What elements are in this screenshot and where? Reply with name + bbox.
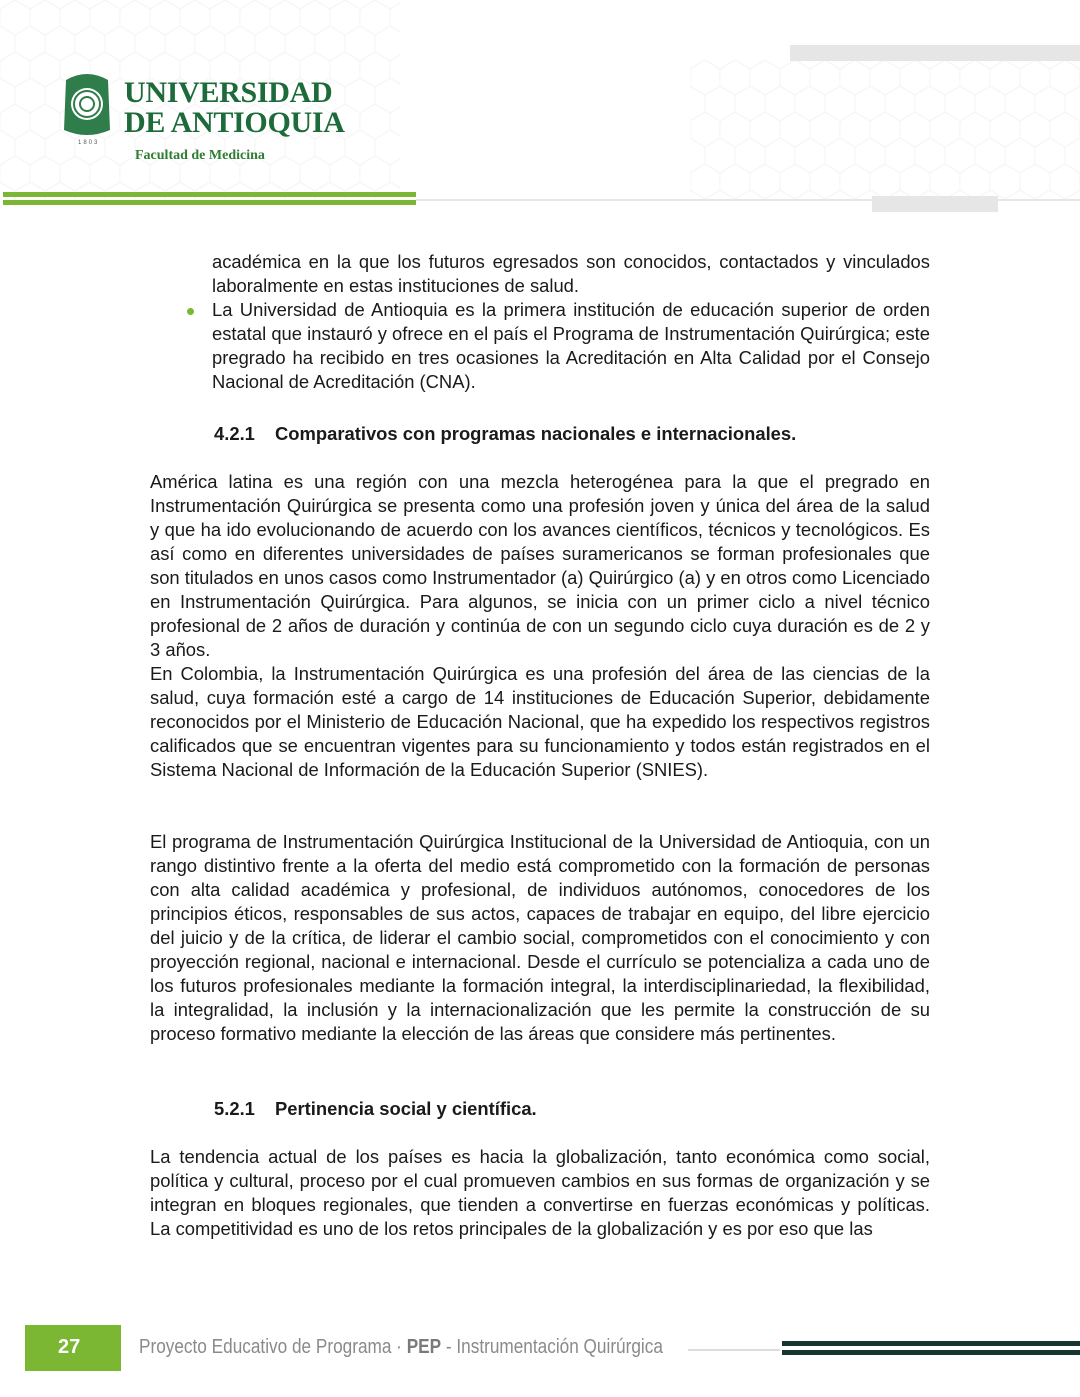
bullet-item [212, 298, 930, 394]
header-gray-line [416, 199, 1080, 201]
seal-year: 1803 [78, 140, 100, 146]
header-gray-bar-top [790, 45, 1080, 61]
bullet-text: La Universidad de Antioquia es la primera institución de educación superior de orden estatal que instauró y ofrece en el país el Programa de Instrumentación Quirúrgica; este pregrado ha recibido en tres ocasiones la Acreditación en Alta Calidad por el Consejo Nacional de Acreditación (CNA). [212, 299, 930, 392]
continuation-text [212, 250, 930, 298]
footer-text [139, 1336, 663, 1359]
section-title: Pertinencia social y científica. [275, 1098, 537, 1119]
footer-dark-bar-1 [782, 1341, 1080, 1346]
paragraph-group-1 [150, 470, 930, 782]
paragraph: América latina es una región con una mezcla heterogénea para la que el pregrado en Instrumentación Quirúrgica se presenta como una profesión joven y única del área de la salud y que ha ido evolucionando de acuerdo con los avances científicos, técnicos y tecnológicos. Es así como en diferentes universidades de países suramericanos se forman profesionales que son titulados en unos casos como Instrumentador (a) Quirúrgico (a) y en otros como Licenciado en Instrumentación Quirúrgica. Para algunos, se inicia con un primer ciclo a nivel técnico profesional de 2 años de duración y continúa de con un segundo ciclo cuya duración es de 2 y 3 años. [150, 471, 930, 660]
paragraph-group-3 [150, 1145, 930, 1241]
hexagon-pattern-right [690, 60, 1080, 200]
page-number: 27 [25, 1325, 121, 1371]
bullet-icon [187, 308, 194, 315]
section-number: 4.2.1 [214, 423, 255, 444]
logo-text-line1: UNIVERSIDAD [124, 76, 333, 109]
paragraph-group-2 [150, 830, 930, 1046]
paragraph: En Colombia, la Instrumentación Quirúrgica es una profesión del área de las ciencias de la salud, cuya formación esté a cargo de 14 instituciones de Educación Superior, debidamente reconocidos por el Ministerio de Educación Nacional, que ha expedido los respectivos registros calificados que se encuentran vigentes para su funcionamiento y todos están registrados en el Sistema Nacional de Información de la Educación Superior (SNIES). [150, 663, 930, 780]
footer-prefix: Proyecto Educativo de Programa · [139, 1336, 407, 1358]
section-number: 5.2.1 [214, 1098, 255, 1119]
faculty-name: Facultad de Medicina [135, 148, 265, 163]
section-title: Comparativos con programas nacionales e internacionales. [275, 423, 797, 444]
footer-dark-bar-2 [782, 1350, 1080, 1355]
university-seal-icon [58, 70, 116, 142]
header-green-bar-1 [3, 192, 416, 197]
section-heading-5-2-1 [214, 1097, 537, 1121]
section-heading-4-2-1 [214, 422, 796, 446]
footer-suffix: - Instrumentación Quirúrgica [441, 1336, 663, 1358]
footer-gray-line [688, 1349, 780, 1351]
header-green-bar-2 [3, 200, 416, 205]
continuation-text-content: académica en la que los futuros egresados son conocidos, contactados y vinculados laboralmente en estas instituciones de salud. [212, 251, 930, 296]
paragraph: La tendencia actual de los países es hacia la globalización, tanto económica como social, política y cultural, proceso por el cual promueven cambios en sus formas de organización y se integran en bloques regionales, que tienden a convertirse en fuerzas económicas y políticas. La competitividad es uno de los retos principales de la globalización y es por eso que las [150, 1146, 930, 1239]
logo-text-line2: DE ANTIOQUIA [124, 106, 345, 139]
paragraph: El programa de Instrumentación Quirúrgica Institucional de la Universidad de Antioquia, con un rango distintivo frente a la oferta del medio está comprometido con la formación de personas con alta calidad académica y profesional, de individuos autónomos, conocedores de los principios éticos, responsables de sus actos, capaces de trabajar en equipo, del libre ejercicio del juicio y de la crítica, de liderar el cambio social, comprometidos con el conocimiento y con proyección regional, nacional e internacional. Desde el currículo se potencializa a cada uno de los futuros profesionales mediante la formación integral, la interdisciplinariedad, la flexibilidad, la integralidad, la inclusión y la internacionalización que les permite la construcción de su proceso formativo mediante la elección de las áreas que considere más pertinentes. [150, 831, 930, 1044]
footer-bold: PEP [406, 1336, 442, 1358]
